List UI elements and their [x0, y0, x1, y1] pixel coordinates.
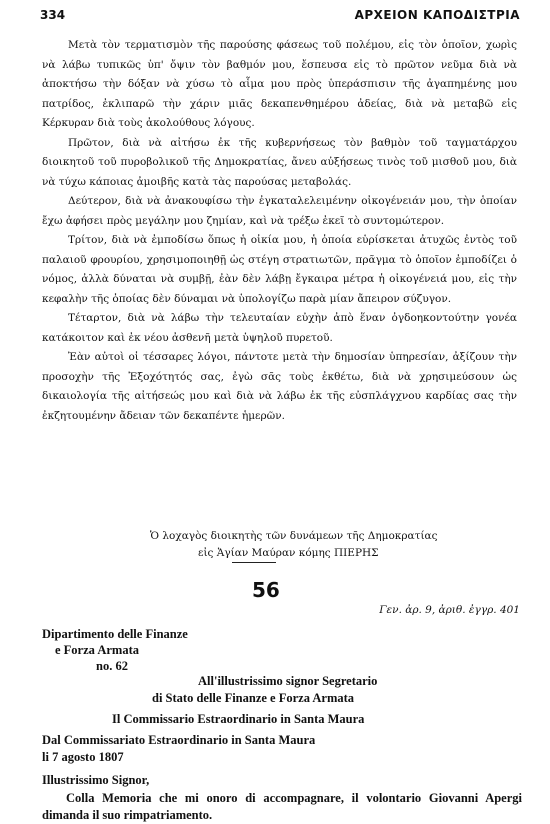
- running-head: ΑΡΧΕΙΟΝ ΚΑΠΟΔΙΣΤΡΙΑ: [354, 8, 520, 22]
- archive-reference: Γεν. ἀρ. 9, ἀριθ. ἐγγρ. 401: [379, 604, 520, 616]
- greek-paragraph: Τέταρτον, διὰ νὰ λάβω τὴν τελευταίαν εὐχὴν ἀπὸ ἕναν ὀγδοηκοντούτην γονέα κατάκοιτον καὶ ἐκ νέου ἀσθενῆ μετὰ ὑψηλοῦ πυρετοῦ.: [42, 312, 517, 344]
- section-divider: [232, 562, 276, 563]
- greek-letter-body: [42, 36, 517, 426]
- page-number: 334: [40, 8, 66, 22]
- addressee-line: di Stato delle Finanze e Forza Armata: [152, 691, 355, 705]
- signature-line: Ὁ λοχαγὸς διοικητὴς τῶν δυνάμεων τῆς Δημοκρατίας: [150, 530, 438, 542]
- greek-paragraph: Πρῶτον, διὰ νὰ αἰτήσω ἐκ τῆς κυβερνήσεως τὸν βαθμὸν τοῦ ταγματάρχου διοικητοῦ τοῦ πυροβολικοῦ τῆς Δημοκρατίας, ἄνευ αὐξήσεως τινὸς τοῦ μισθοῦ μου, διὰ νὰ τύχω κάποιας ἀμοιβῆς κατὰ τὰς παρούσας μεταβολάς.: [42, 136, 517, 188]
- greek-paragraph: Δεύτερον, διὰ νὰ ἀνακουφίσω τὴν ἐγκαταλελειμένην οἰκογένειάν μου, τὴν ὁποίαν ἔχω ἀφήσει πρὸς μεγάλην μου ζημίαν, καὶ νὰ τρέξω ἐκεῖ τὸ συντομώτερον.: [42, 195, 517, 227]
- greek-paragraph: Τρίτον, διὰ νὰ ἐμποδίσω ὅπως ἡ οἰκία μου, ἡ ὁποία εὑρίσκεται ἀτυχῶς ἐντὸς τοῦ παλαιοῦ φρουρίου, χρησιμοποιηθῇ ὡς στέγη στρατιωτῶν, πρᾶγμα τὸ ὁποῖον ἐμποδίζει ὁ νόμος, ἀλλὰ δύναται νὰ συμβῇ, ἐὰν δὲν λάβῃ ἔγκαιρα μέτρα ἡ οἰκογένειά μου, εἰς τὴν κεφαλὴν τῆς ὁποίας δὲν δύναμαι νὰ ὑπολογίζω παρὰ μίαν ἄπειρον σύζυγον.: [42, 234, 517, 305]
- greek-paragraph: Μετὰ τὸν τερματισμὸν τῆς παρούσης φάσεως τοῦ πολέμου, εἰς τὸν ὁποῖον, χωρὶς νὰ λάβω τυπικῶς ὑπ' ὄψιν τὸν βαθμόν μου, ἔσπευσα εἰς τὸ πρῶτον νεῦμα διὰ νὰ ἀποκτήσω τὴν δόξαν νὰ χύσω τὸ αἷμα μου πρὸς ὑπεράσπισιν τῆς ἀγαπημένης μου πατρίδος, ἐκλιπαρῶ τὴν χάριν μιᾶς δεκαπενθημέρου ἀδείας, διὰ νὰ μεταβῶ εἰς Κέρκυραν διὰ τοὺς ἀκολούθους λόγους.: [42, 39, 517, 129]
- department-line: e Forza Armata: [55, 643, 139, 657]
- salutation: Illustrissimo Signor,: [42, 773, 150, 787]
- greek-paragraph: Ἐὰν αὐτοὶ οἱ τέσσαρες λόγοι, πάντοτε μετὰ τὴν δημοσίαν ὑπηρεσίαν, ἀξίζουν τὴν προσοχὴν τῆς Ἐξοχότητός σας, ἐγὼ σᾶς τοὺς ἐκθέτω, διὰ νὰ χρησιμεύσουν ὡς δικαιολογία τῆς αἰτήσεώς μου καὶ διὰ νὰ λάβω ἐκ τῆς εὐσπλάγχνου καρδίας σας τὴν ἐκζητουμένην ἄδειαν τῶν δεκαπέντε ἡμερῶν.: [42, 351, 517, 422]
- sender-office: Dal Commissariato Estraordinario in Santa Maura: [42, 733, 316, 747]
- department-line: Dipartimento delle Finanze: [42, 627, 188, 641]
- addressee-line: All'illustrissimo signor Segretario: [198, 674, 378, 688]
- signature-line: εἰς Ἁγίαν Μαύραν κόμης ΠΙΕΡΗΣ: [198, 547, 379, 559]
- italian-letter-body: Colla Memoria che mi onoro di accompagnare, il volontario Giovanni Apergi dimanda il suo rimpatriamento.: [42, 791, 522, 822]
- letter-date: li 7 agosto 1807: [42, 750, 124, 764]
- sender-title: Il Commissario Estraordinario in Santa Maura: [112, 712, 365, 726]
- document-number: 56: [252, 578, 280, 602]
- page-header: [40, 8, 520, 26]
- department-number: no. 62: [96, 659, 128, 673]
